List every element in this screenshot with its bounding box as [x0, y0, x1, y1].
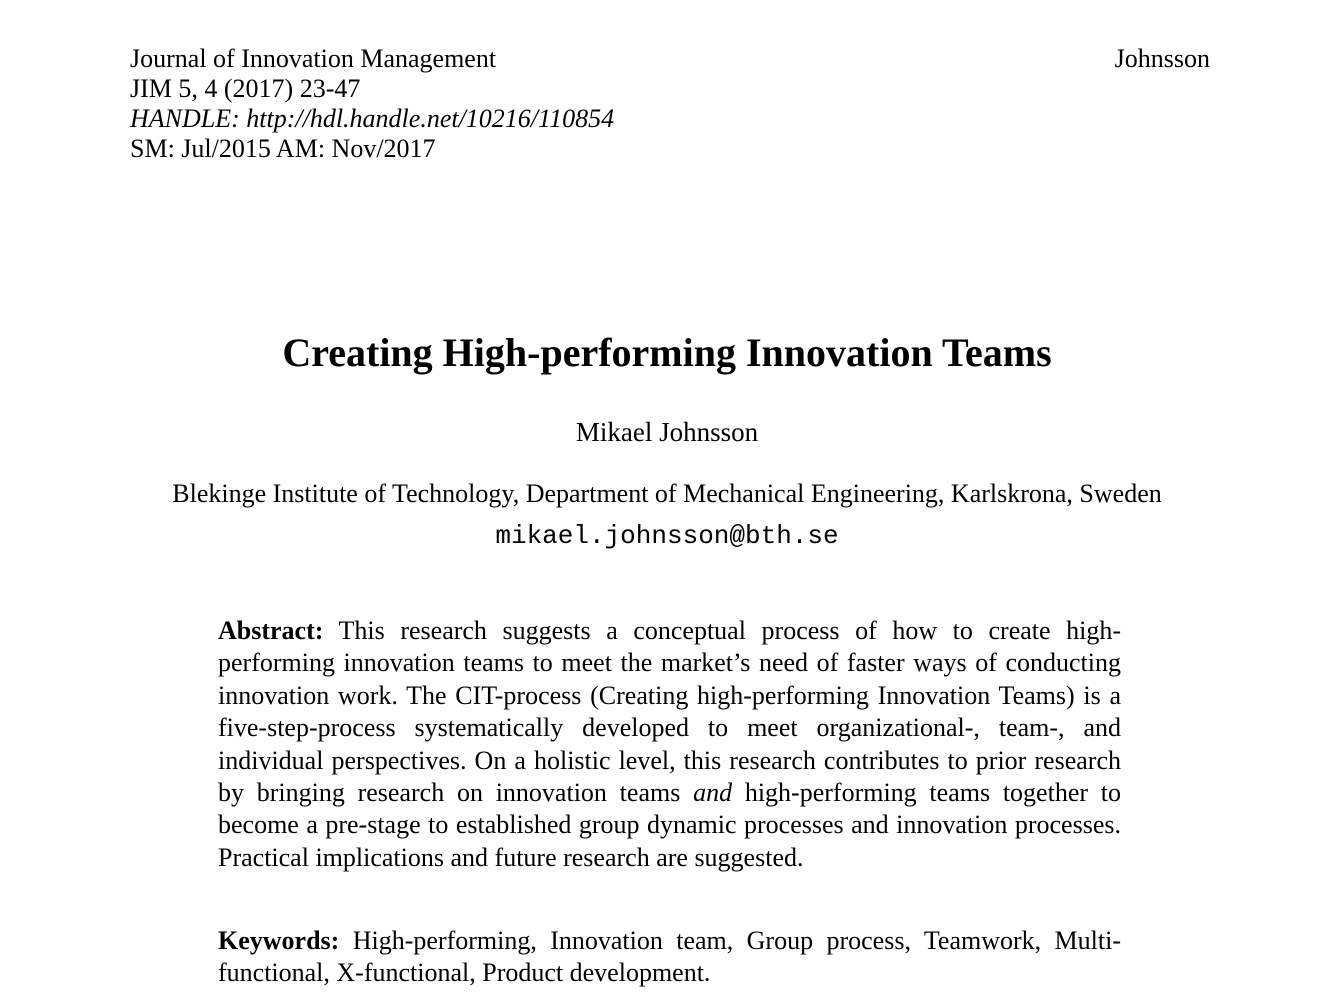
keywords-text: High-performing, Innovation team, Group process, Teamwork, Multi-functional, X-functional, Product development. [218, 926, 1121, 988]
journal-issue: JIM 5, 4 (2017) 23-47 [130, 74, 361, 103]
journal-handle: HANDLE: http://hdl.handle.net/10216/110854 [130, 104, 615, 133]
author-affiliation: Blekinge Institute of Technology, Department of Mechanical Engineering, Karlskrona, Sweden [172, 479, 1162, 508]
abstract [218, 615, 1121, 874]
keywords-label: Keywords: [218, 926, 340, 955]
abstract-label: Abstract: [218, 616, 324, 645]
author-name: Mikael Johnsson [575, 417, 759, 447]
abstract-emphasis: and [693, 778, 733, 808]
keywords [218, 925, 1121, 990]
abstract-text-part-1: This research suggests a conceptual process of how to create high-performing innovation teams to meet the market’s need of faster ways of conducting innovation work. The CIT-process (Creating high-performing Innovation Teams) is a five-step-process systematically developed to meet organizational-, team-, and individual perspectives. On a holistic level, this research contributes to prior research by bringing research on innovation teams [218, 616, 1121, 808]
running-author: Johnsson [1114, 44, 1210, 73]
journal-header [130, 44, 1210, 164]
submission-dates: SM: Jul/2015 AM: Nov/2017 [130, 134, 436, 163]
journal-name: Journal of Innovation Management [130, 44, 497, 73]
abstract-text-part-2: high-performing teams together to become a pre-stage to established group dynamic processes and innovation processes. Practical implications and future research are suggested. [218, 778, 1121, 872]
author-email: mikael.johnsson@bth.se [495, 521, 839, 551]
paper-title: Creating High-performing Innovation Teams [282, 330, 1052, 375]
